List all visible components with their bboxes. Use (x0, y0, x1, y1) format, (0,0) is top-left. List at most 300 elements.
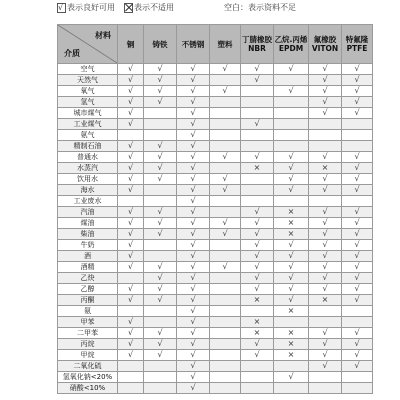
mark-cell (210, 97, 241, 108)
mark-cell (210, 372, 241, 383)
mark-cell (144, 306, 177, 317)
mark-cell (274, 97, 309, 108)
mark-cell (144, 251, 177, 262)
medium-cell: 氨 (58, 306, 118, 317)
table-row (58, 284, 373, 295)
table-row (58, 163, 373, 174)
table-row (58, 108, 373, 119)
mark-cell: √ (342, 97, 373, 108)
mark-cell (309, 130, 342, 141)
mark-cell (210, 361, 241, 372)
medium-cell: 精制石油 (58, 141, 118, 152)
mark-cell: √ (118, 86, 144, 97)
mark-cell: √ (177, 97, 210, 108)
mark-cell: √ (144, 141, 177, 152)
table-row (58, 339, 373, 350)
mark-cell: √ (274, 262, 309, 273)
legend-blank (224, 1, 296, 14)
medium-cell: 乙醇 (58, 284, 118, 295)
mark-cell: √ (144, 97, 177, 108)
mark-cell: √ (241, 64, 274, 75)
medium-cell: 二甲苯 (58, 328, 118, 339)
mark-cell: √ (144, 86, 177, 97)
table-row (58, 75, 373, 86)
medium-cell: 工业煤气 (58, 119, 118, 130)
mark-cell (309, 141, 342, 152)
mark-cell (210, 273, 241, 284)
mark-cell: √ (241, 262, 274, 273)
mark-cell: √ (118, 141, 144, 152)
medium-cell: 甲苯 (58, 317, 118, 328)
mark-cell: √ (342, 273, 373, 284)
mark-cell: × (241, 328, 274, 339)
table-row (58, 328, 373, 339)
mark-cell: √ (274, 372, 309, 383)
mark-cell: √ (309, 229, 342, 240)
medium-cell: 丙酮 (58, 295, 118, 306)
medium-cell: 普通水 (58, 152, 118, 163)
mark-cell: √ (118, 339, 144, 350)
mark-cell (241, 108, 274, 119)
table-row (58, 350, 373, 361)
mark-cell (274, 75, 309, 86)
mark-cell (210, 207, 241, 218)
mark-cell: √ (274, 185, 309, 196)
mark-cell: √ (177, 350, 210, 361)
mark-cell: √ (241, 75, 274, 86)
mark-cell (144, 196, 177, 207)
table-row (58, 97, 373, 108)
mark-cell (144, 317, 177, 328)
material-header: 丁腈橡胶NBR (241, 25, 274, 64)
mark-cell: √ (177, 119, 210, 130)
mark-cell: √ (177, 339, 210, 350)
mark-cell (210, 163, 241, 174)
mark-cell: √ (144, 218, 177, 229)
mark-cell: √ (342, 152, 373, 163)
mark-cell (144, 240, 177, 251)
material-header: 氟橡胶VITON (309, 25, 342, 64)
mark-cell (241, 361, 274, 372)
mark-cell: × (274, 328, 309, 339)
table-row (58, 306, 373, 317)
legend-blank-text: 空白：表示资料不足 (224, 3, 296, 12)
mark-cell: √ (309, 328, 342, 339)
mark-cell: √ (274, 251, 309, 262)
mark-cell: √ (118, 328, 144, 339)
table-row (58, 174, 373, 185)
mark-cell (210, 284, 241, 295)
medium-cell: 空气 (58, 64, 118, 75)
mark-cell: √ (342, 207, 373, 218)
medium-cell: 甲烷 (58, 350, 118, 361)
mark-cell (144, 119, 177, 130)
table-row (58, 141, 373, 152)
table-row (58, 218, 373, 229)
mark-cell: √ (309, 339, 342, 350)
mark-cell: √ (342, 185, 373, 196)
mark-cell: √ (241, 229, 274, 240)
mark-cell (118, 372, 144, 383)
mark-cell: √ (177, 108, 210, 119)
material-header: 塑料 (210, 25, 241, 64)
mark-cell: √ (342, 361, 373, 372)
mark-cell: √ (342, 251, 373, 262)
medium-cell: 乙炔 (58, 273, 118, 284)
mark-cell (210, 251, 241, 262)
header-row (58, 25, 373, 64)
mark-cell: √ (241, 240, 274, 251)
mark-cell (241, 196, 274, 207)
mark-cell (309, 306, 342, 317)
mark-cell: √ (274, 174, 309, 185)
mark-cell (274, 196, 309, 207)
mark-cell: √ (210, 185, 241, 196)
mark-cell: √ (144, 350, 177, 361)
mark-cell: √ (309, 108, 342, 119)
mark-cell (118, 273, 144, 284)
legend-check (57, 1, 115, 14)
mark-cell: × (274, 339, 309, 350)
mark-cell (241, 130, 274, 141)
mark-cell: √ (342, 240, 373, 251)
mark-cell: √ (177, 273, 210, 284)
table-row (58, 196, 373, 207)
mark-cell (210, 196, 241, 207)
mark-cell: √ (118, 218, 144, 229)
mark-cell: √ (309, 251, 342, 262)
mark-cell: √ (144, 328, 177, 339)
mark-cell: √ (177, 383, 210, 394)
mark-cell: √ (177, 207, 210, 218)
mark-cell: √ (309, 240, 342, 251)
mark-cell: √ (342, 108, 373, 119)
mark-cell: √ (342, 295, 373, 306)
mark-cell: √ (309, 86, 342, 97)
mark-cell: √ (144, 339, 177, 350)
mark-cell: √ (342, 262, 373, 273)
mark-cell (241, 97, 274, 108)
legend-cross-text: 表示不适用 (134, 3, 174, 12)
mark-cell (274, 317, 309, 328)
mark-cell: √ (342, 229, 373, 240)
mark-cell: √ (309, 185, 342, 196)
mark-cell: √ (309, 361, 342, 372)
mark-cell (241, 383, 274, 394)
mark-cell: √ (342, 328, 373, 339)
mark-cell: √ (309, 97, 342, 108)
mark-cell: √ (342, 284, 373, 295)
mark-cell (210, 328, 241, 339)
mark-cell: √ (177, 196, 210, 207)
medium-label: 介质 (64, 49, 80, 58)
mark-cell: √ (118, 229, 144, 240)
mark-cell (342, 372, 373, 383)
compatibility-table (57, 24, 373, 394)
mark-cell (274, 383, 309, 394)
mark-cell: √ (342, 86, 373, 97)
mark-cell: √ (342, 174, 373, 185)
mark-cell (274, 141, 309, 152)
mark-cell (342, 130, 373, 141)
mark-cell (118, 361, 144, 372)
mark-cell (144, 361, 177, 372)
mark-cell: √ (177, 86, 210, 97)
legend-check-text: 表示良好可用 (67, 3, 115, 12)
mark-cell: √ (118, 75, 144, 86)
mark-cell: √ (177, 284, 210, 295)
mark-cell (144, 130, 177, 141)
mark-cell: √ (177, 251, 210, 262)
mark-cell: × (241, 317, 274, 328)
mark-cell: √ (241, 152, 274, 163)
mark-cell (210, 108, 241, 119)
mark-cell: √ (144, 163, 177, 174)
mark-cell: √ (309, 350, 342, 361)
table-row (58, 273, 373, 284)
mark-cell: √ (274, 273, 309, 284)
mark-cell (210, 141, 241, 152)
mark-cell: √ (118, 163, 144, 174)
mark-cell: √ (118, 207, 144, 218)
mark-cell: √ (144, 152, 177, 163)
mark-cell (241, 141, 274, 152)
mark-cell: √ (241, 273, 274, 284)
table-row (58, 207, 373, 218)
mark-cell: √ (118, 97, 144, 108)
mark-cell: √ (309, 152, 342, 163)
table-row (58, 295, 373, 306)
mark-cell: √ (342, 350, 373, 361)
mark-cell: √ (177, 372, 210, 383)
mark-cell: √ (118, 119, 144, 130)
mark-cell (342, 196, 373, 207)
table-body (58, 64, 373, 394)
mark-cell: √ (118, 64, 144, 75)
mark-cell: √ (210, 262, 241, 273)
mark-cell (342, 383, 373, 394)
mark-cell: √ (177, 328, 210, 339)
mark-cell: √ (342, 64, 373, 75)
table-row (58, 383, 373, 394)
mark-cell: √ (342, 339, 373, 350)
mark-cell (274, 130, 309, 141)
medium-cell: 海水 (58, 185, 118, 196)
mark-cell (144, 383, 177, 394)
mark-cell: √ (144, 75, 177, 86)
material-header: 特氟隆PTFE (342, 25, 373, 64)
medium-cell: 汽油 (58, 207, 118, 218)
mark-cell: × (274, 350, 309, 361)
mark-cell: √ (177, 218, 210, 229)
mark-cell: √ (309, 75, 342, 86)
mark-cell (210, 295, 241, 306)
mark-cell: √ (177, 229, 210, 240)
medium-cell: 氧气 (58, 86, 118, 97)
mark-cell: √ (309, 284, 342, 295)
material-header: 铸铁 (144, 25, 177, 64)
mark-cell: √ (309, 64, 342, 75)
header-corner (58, 25, 118, 64)
mark-cell (274, 361, 309, 372)
mark-cell: √ (144, 262, 177, 273)
mark-cell (241, 174, 274, 185)
mark-cell (210, 317, 241, 328)
mark-cell: √ (177, 306, 210, 317)
medium-cell: 丙烷 (58, 339, 118, 350)
mark-cell: √ (177, 130, 210, 141)
mark-cell: √ (210, 174, 241, 185)
mark-cell: √ (241, 284, 274, 295)
mark-cell: √ (241, 119, 274, 130)
mark-cell: √ (274, 86, 309, 97)
mark-cell: √ (274, 152, 309, 163)
table-row (58, 372, 373, 383)
mark-cell: × (274, 207, 309, 218)
mark-cell: √ (118, 152, 144, 163)
medium-cell: 工业废水 (58, 196, 118, 207)
mark-cell: √ (177, 141, 210, 152)
medium-cell: 城市煤气 (58, 108, 118, 119)
mark-cell (118, 130, 144, 141)
mark-cell: √ (177, 262, 210, 273)
table-row (58, 86, 373, 97)
mark-cell (118, 306, 144, 317)
medium-cell: 饮用水 (58, 174, 118, 185)
mark-cell: √ (274, 64, 309, 75)
mark-cell: √ (144, 284, 177, 295)
mark-cell: √ (210, 229, 241, 240)
table-row (58, 130, 373, 141)
mark-cell: √ (241, 207, 274, 218)
cross-box-icon (124, 3, 133, 13)
mark-cell: √ (342, 163, 373, 174)
mark-cell (144, 185, 177, 196)
mark-cell: √ (210, 86, 241, 97)
medium-cell: 硝酸<10% (58, 383, 118, 394)
mark-cell (210, 130, 241, 141)
mark-cell (118, 196, 144, 207)
legend-cross (124, 1, 174, 14)
mark-cell: √ (118, 185, 144, 196)
mark-cell: √ (144, 229, 177, 240)
mark-cell: √ (177, 361, 210, 372)
medium-cell: 二氧化硫 (58, 361, 118, 372)
mark-cell: × (274, 218, 309, 229)
table-row (58, 185, 373, 196)
mark-cell: √ (241, 339, 274, 350)
mark-cell: √ (118, 262, 144, 273)
mark-cell (210, 339, 241, 350)
mark-cell: √ (241, 218, 274, 229)
table-row (58, 361, 373, 372)
mark-cell: × (241, 163, 274, 174)
medium-cell: 氢氧化钠<20% (58, 372, 118, 383)
mark-cell: √ (118, 240, 144, 251)
mark-cell (342, 141, 373, 152)
table-row (58, 317, 373, 328)
table-row (58, 251, 373, 262)
mark-cell: √ (177, 317, 210, 328)
check-box-icon (57, 3, 66, 13)
mark-cell: √ (309, 218, 342, 229)
mark-cell: √ (309, 262, 342, 273)
mark-cell: √ (177, 75, 210, 86)
mark-cell: √ (241, 350, 274, 361)
mark-cell (210, 119, 241, 130)
mark-cell (210, 350, 241, 361)
medium-cell: 水蒸汽 (58, 163, 118, 174)
medium-cell: 柴油 (58, 229, 118, 240)
mark-cell (210, 240, 241, 251)
medium-cell: 氢气 (58, 97, 118, 108)
table-row (58, 152, 373, 163)
mark-cell: √ (118, 251, 144, 262)
material-header: 铜 (118, 25, 144, 64)
mark-cell: √ (309, 273, 342, 284)
mark-cell: × (274, 229, 309, 240)
mark-cell: √ (144, 207, 177, 218)
medium-cell: 酒 (58, 251, 118, 262)
mark-cell (210, 75, 241, 86)
mark-cell (274, 108, 309, 119)
mark-cell (144, 108, 177, 119)
mark-cell: √ (144, 64, 177, 75)
mark-cell (118, 383, 144, 394)
mark-cell (144, 372, 177, 383)
material-header: 不锈钢 (177, 25, 210, 64)
mark-cell (241, 306, 274, 317)
mark-cell: √ (118, 350, 144, 361)
mark-cell (210, 383, 241, 394)
mark-cell: √ (177, 152, 210, 163)
mark-cell: √ (118, 284, 144, 295)
legend (57, 0, 387, 15)
mark-cell (309, 383, 342, 394)
mark-cell: √ (342, 75, 373, 86)
mark-cell: √ (274, 163, 309, 174)
medium-cell: 酒精 (58, 262, 118, 273)
mark-cell: √ (274, 284, 309, 295)
medium-cell: 天然气 (58, 75, 118, 86)
medium-cell: 煤油 (58, 218, 118, 229)
mark-cell (210, 306, 241, 317)
table-row (58, 240, 373, 251)
mark-cell: × (241, 295, 274, 306)
mark-cell: √ (210, 152, 241, 163)
mark-cell: × (309, 295, 342, 306)
mark-cell: √ (177, 185, 210, 196)
mark-cell (309, 372, 342, 383)
medium-cell: 氨气 (58, 130, 118, 141)
mark-cell: √ (118, 317, 144, 328)
mark-cell: √ (241, 251, 274, 262)
medium-cell: 牛奶 (58, 240, 118, 251)
mark-cell: √ (210, 64, 241, 75)
mark-cell: √ (144, 273, 177, 284)
mark-cell (309, 196, 342, 207)
material-label: 材料 (95, 31, 111, 40)
mark-cell (342, 317, 373, 328)
mark-cell: √ (118, 174, 144, 185)
mark-cell (241, 86, 274, 97)
mark-cell: √ (210, 218, 241, 229)
mark-cell (309, 119, 342, 130)
mark-cell (241, 185, 274, 196)
mark-cell: √ (309, 207, 342, 218)
mark-cell (309, 317, 342, 328)
mark-cell: √ (118, 295, 144, 306)
